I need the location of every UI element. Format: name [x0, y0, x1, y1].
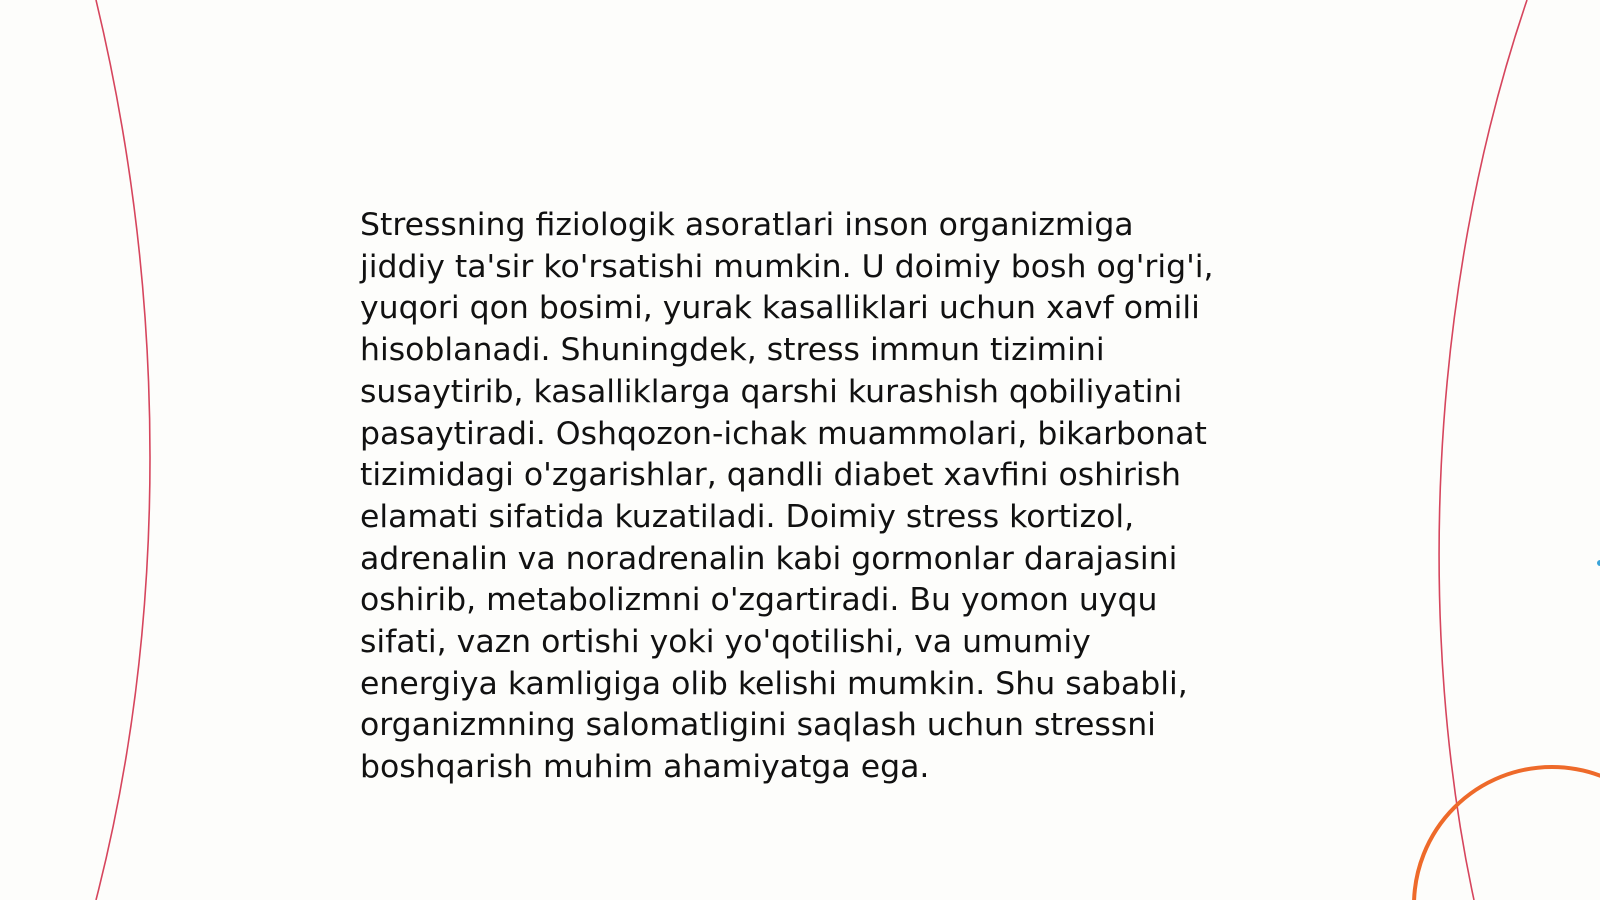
left-curve-line — [96, 0, 150, 900]
right-curve-line — [1439, 0, 1527, 900]
orange-arc — [1414, 767, 1600, 900]
body-paragraph: Stressning fiziologik asoratlari inson organizmiga jiddiy ta'sir ko'rsatishi mumkin. U doimiy bosh og'rig'i, yuqori qon bosimi, yurak kasalliklari uchun xavf omili hisoblanadi. Shuningdek, stress immun tizimini susaytirib, kasalliklarga qarshi kurashish qobiliyatini pasaytiradi. Oshqozon-ichak muammolari, bikarbonat tizimidagi o'zgarishlar, qandli diabet xavfini oshirish elamati sifatida kuzatiladi. Doimiy stress kortizol, adrenalin va noradrenalin kabi gormonlar darajasini oshirib, metabolizmni o'zgartiradi. Bu yomon uyqu sifati, vazn ortishi yoki yo'qotilishi, va umumiy energiya kamligiga olib kelishi mumkin. Shu sababli, organizmning salomatligini saqlash uchun stressni boshqarish muhim ahamiyatga ega. — [360, 207, 1214, 786]
